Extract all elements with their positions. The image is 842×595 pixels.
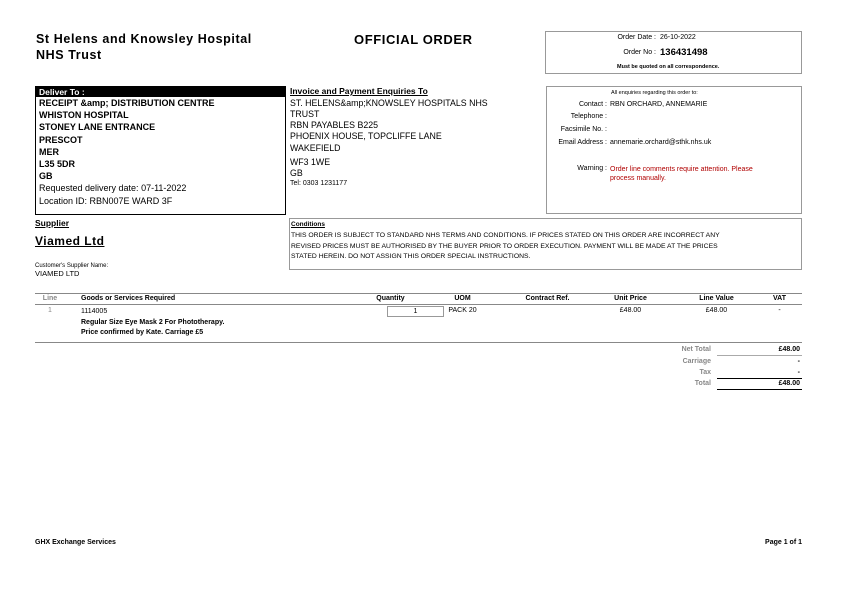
row-unit-price: £48.00 xyxy=(619,307,642,314)
invoice-line: TRUST xyxy=(290,108,320,119)
carriage-value: - xyxy=(797,358,800,365)
col-goods: Goods or Services Required xyxy=(81,295,176,302)
table-top-rule xyxy=(35,293,802,294)
deliver-line: L35 5DR xyxy=(39,159,76,170)
org-name-line2: NHS Trust xyxy=(36,48,102,62)
email-value: annemarie.orchard@sthk.nhs.uk xyxy=(610,139,712,146)
invoice-line: ST. HELENS&amp;KNOWSLEY HOSPITALS NHS xyxy=(290,98,488,108)
invoice-line: GB xyxy=(290,167,303,178)
tax-value: - xyxy=(797,369,800,376)
row-quantity: 1 xyxy=(387,306,444,317)
order-date: 26-10-2022 xyxy=(660,34,696,41)
deliver-line: GB xyxy=(39,171,53,182)
supplier-name: Viamed Ltd xyxy=(35,234,105,248)
col-contract: Contract Ref. xyxy=(525,295,570,302)
conditions-heading: Conditions xyxy=(291,221,325,228)
invoice-line: WF3 1WE xyxy=(290,156,331,167)
col-line: Line xyxy=(42,295,58,302)
invoice-heading: Invoice and Payment Enquiries To xyxy=(290,86,428,96)
invoice-line: RBN PAYABLES B225 xyxy=(290,120,379,131)
conditions-line: STATED HEREIN. DO NOT ASSIGN THIS ORDER SPECIAL INSTRUCTIONS. xyxy=(291,253,531,260)
fax-label: Facsimile No. : xyxy=(560,126,607,133)
row-vat: - xyxy=(778,307,781,314)
order-date-label: Order Date : xyxy=(617,34,656,41)
order-lines-table xyxy=(35,293,802,343)
net-total-label: Net Total xyxy=(681,346,711,353)
grand-total-value: £48.00 xyxy=(778,380,800,387)
row-item-comment: Price confirmed by Kate. Carriage £5 xyxy=(81,329,204,336)
customer-supplier-name: VIAMED LTD xyxy=(35,269,80,278)
col-unit-price: Unit Price xyxy=(614,295,647,302)
grand-total-label: Total xyxy=(694,380,711,387)
footer-left: GHX Exchange Services xyxy=(35,539,116,546)
contact-value: RBN ORCHARD, ANNEMARIE xyxy=(610,101,708,108)
col-quantity: Quantity xyxy=(376,295,405,302)
enquiries-box xyxy=(546,86,802,214)
row-item-description: Regular Size Eye Mask 2 For Phototherapy. xyxy=(81,318,225,326)
row-line-value: £48.00 xyxy=(705,307,728,314)
contact-label: Contact : xyxy=(578,101,607,108)
conditions-line: REVISED PRICES MUST BE AUTHORISED BY THE BUYER PRIOR TO ORDER EXECUTION. PAYMENT WILL BE MADE AT THE PRICES xyxy=(291,242,718,250)
row-item-code: 1114005 xyxy=(81,308,108,315)
col-vat: VAT xyxy=(773,295,786,302)
invoice-line: PHOENIX HOUSE, TOPCLIFFE LANE xyxy=(290,130,442,141)
total-rule xyxy=(717,355,802,356)
supplier-heading: Supplier xyxy=(35,218,70,228)
net-total-value: £48.00 xyxy=(778,346,800,353)
deliver-line: STONEY LANE ENTRANCE xyxy=(39,122,156,133)
row-uom: PACK 20 xyxy=(448,307,477,314)
deliver-to-box xyxy=(35,86,286,215)
deliver-address xyxy=(36,97,285,182)
warning-label: Warning : xyxy=(577,165,607,172)
tax-label: Tax xyxy=(699,369,711,376)
footer-page-number: Page 1 of 1 xyxy=(765,539,802,546)
email-label: Email Address : xyxy=(558,139,607,146)
carriage-label: Carriage xyxy=(682,358,711,365)
invoice-tel: Tel: 0303 1231177 xyxy=(290,180,348,188)
conditions-text xyxy=(291,231,720,263)
doc-title: OFFICIAL ORDER xyxy=(354,32,473,47)
order-info-box xyxy=(545,31,802,74)
location-id: Location ID: RBN007E WARD 3F xyxy=(39,195,173,206)
deliver-line: PRESCOT xyxy=(39,134,83,145)
order-no-label: Order No : xyxy=(623,49,656,56)
conditions-line: THIS ORDER IS SUBJECT TO STANDARD NHS TERMS AND CONDITIONS. IF PRICES STATED ON THIS ORDER ARE INCORRECT ANY xyxy=(291,232,720,239)
deliver-to-heading: Deliver To : xyxy=(36,87,285,97)
totals-block xyxy=(640,346,802,394)
requested-delivery-date: Requested delivery date: 07-11-2022 xyxy=(39,183,187,194)
telephone-label: Telephone : xyxy=(570,113,607,120)
col-uom: UOM xyxy=(454,295,471,302)
total-rule xyxy=(717,389,802,390)
quote-note: Must be quoted on all correspondence. xyxy=(617,64,720,70)
warning-line: process manually. xyxy=(610,175,666,182)
customer-supplier-label: Customer's Supplier Name: xyxy=(35,263,109,269)
conditions-box xyxy=(289,218,802,270)
col-line-value: Line Value xyxy=(699,295,734,302)
deliver-line: RECEIPT &amp; DISTRIBUTION CENTRE xyxy=(39,98,215,108)
order-no: 136431498 xyxy=(660,47,708,58)
invoice-line: WAKEFIELD xyxy=(290,143,341,154)
row-goods xyxy=(81,307,224,339)
enquiries-note: All enquiries regarding this order to: xyxy=(611,90,698,96)
invoice-address xyxy=(290,98,488,190)
table-bottom-rule xyxy=(35,342,802,343)
warning-line: Order line comments require attention. Please xyxy=(610,166,753,173)
table-header-rule xyxy=(35,304,802,305)
warning-text xyxy=(610,165,753,183)
deliver-line: MER xyxy=(39,146,59,157)
row-line-number: 1 xyxy=(48,307,52,314)
org-name-line1: St Helens and Knowsley Hospital xyxy=(36,32,252,46)
table-row xyxy=(35,306,802,341)
total-rule xyxy=(717,378,802,379)
deliver-line: WHISTON HOSPITAL xyxy=(39,110,129,121)
